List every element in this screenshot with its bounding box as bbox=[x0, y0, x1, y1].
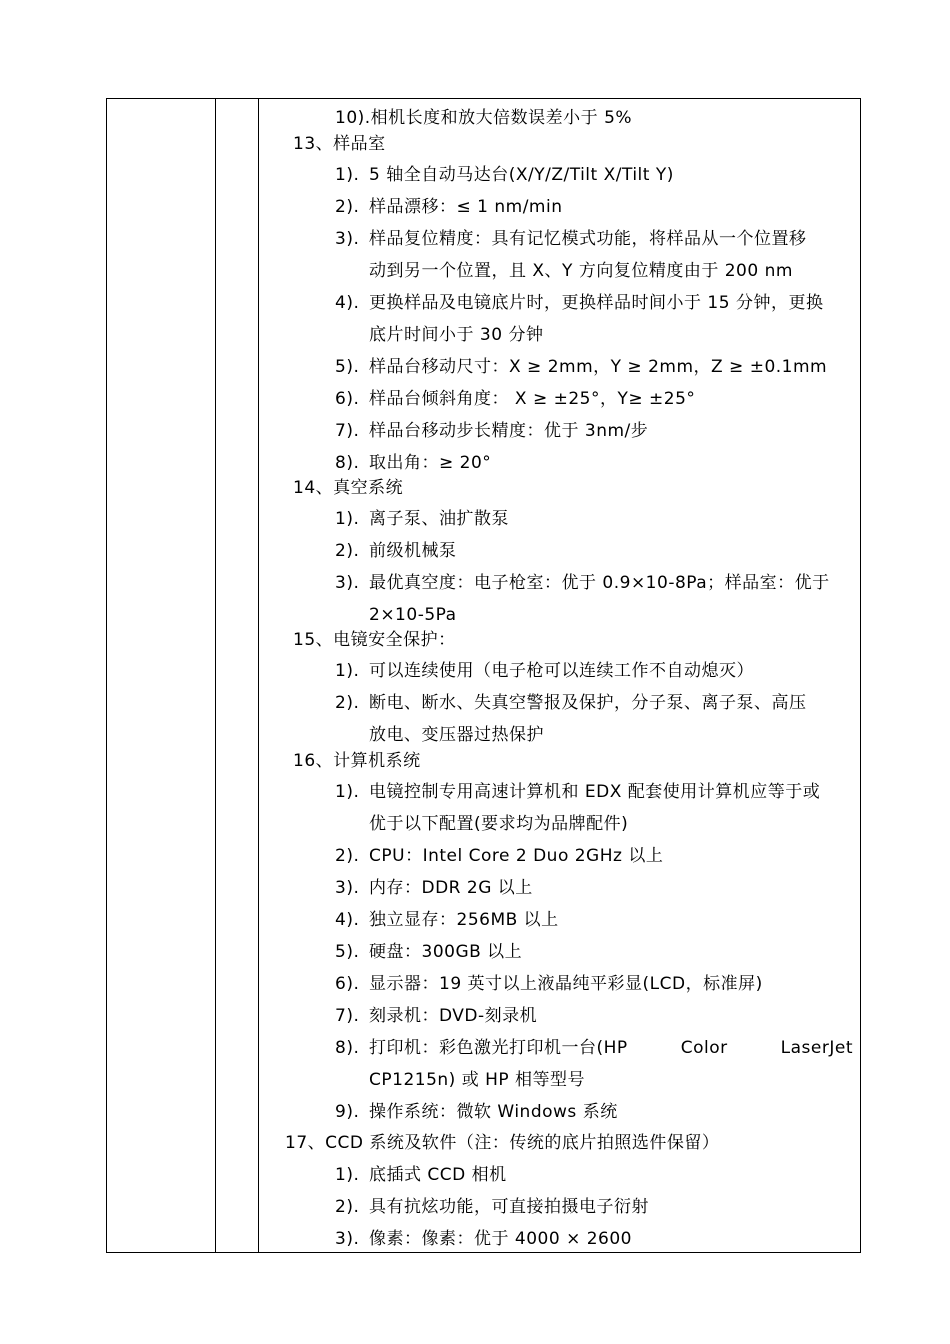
item-number: 3). bbox=[335, 1229, 360, 1249]
item-number: 1). bbox=[335, 782, 360, 802]
item-number: 4). bbox=[335, 293, 360, 313]
item-text: 可以连续使用（电子枪可以连续工作不自动熄灭） bbox=[369, 661, 754, 681]
item-number: 7). bbox=[335, 421, 360, 441]
item-number: 9). bbox=[335, 1102, 360, 1122]
item-number: 2). bbox=[335, 541, 360, 561]
column-divider-2 bbox=[258, 99, 259, 1252]
item-text: 断电、断水、失真空警报及保护，分子泵、离子泵、高压 bbox=[369, 693, 807, 713]
item-text: 硬盘：300GB 以上 bbox=[369, 942, 523, 962]
item-text-continued: CP1215n) 或 HP 相等型号 bbox=[369, 1070, 586, 1090]
item-number: 2). bbox=[335, 1197, 360, 1217]
item-text-part: Color bbox=[680, 1038, 728, 1058]
item-text: 样品台倾斜角度： X ≥ ±25°，Y≥ ±25° bbox=[369, 389, 696, 409]
item-number: 6). bbox=[335, 974, 360, 994]
item-text: 操作系统：微软 Windows 系统 bbox=[369, 1102, 618, 1122]
item-number: 8). bbox=[335, 1038, 360, 1058]
item-text: 最优真空度：电子枪室：优于 0.9×10-8Pa；样品室：优于 bbox=[369, 573, 830, 593]
item-number: 2). bbox=[335, 693, 360, 713]
item-text: 内存：DDR 2G 以上 bbox=[369, 878, 533, 898]
item-text-part: LaserJet bbox=[780, 1038, 853, 1058]
item-text: 底插式 CCD 相机 bbox=[369, 1165, 507, 1185]
column-divider-1 bbox=[215, 99, 216, 1252]
item-text: 样品复位精度：具有记忆模式功能，将样品从一个位置移 bbox=[369, 229, 807, 249]
item-number: 6). bbox=[335, 389, 360, 409]
item-text-continued: 放电、变压器过热保护 bbox=[369, 725, 544, 745]
item-text: 样品台移动步长精度：优于 3nm/步 bbox=[369, 421, 649, 441]
item-text-part: 打印机：彩色激光打印机一台(HP bbox=[369, 1038, 628, 1058]
item-number: 3). bbox=[335, 229, 360, 249]
item-number: 4). bbox=[335, 910, 360, 930]
spec-line: 10).相机长度和放大倍数误差小于 5% bbox=[335, 108, 633, 128]
item-text: 像素：像素：优于 4000 × 2600 bbox=[369, 1229, 632, 1249]
item-text: 5 轴全自动马达台(X/Y/Z/Tilt X/Tilt Y) bbox=[369, 165, 674, 185]
item-number: 3). bbox=[335, 878, 360, 898]
item-number: 1). bbox=[335, 509, 360, 529]
item-number: 2). bbox=[335, 846, 360, 866]
item-number: 5). bbox=[335, 357, 360, 377]
section-heading: 16、计算机系统 bbox=[293, 751, 421, 771]
item-text: 具有抗炫功能，可直接拍摄电子衍射 bbox=[369, 1197, 649, 1217]
item-text-continued: 优于以下配置(要求均为品牌配件) bbox=[369, 814, 629, 834]
item-text: 取出角：≥ 20° bbox=[369, 453, 492, 473]
item-text-continued: 底片时间小于 30 分钟 bbox=[369, 325, 544, 345]
item-number: 1). bbox=[335, 661, 360, 681]
item-text bbox=[369, 1037, 853, 1059]
item-text: 更换样品及电镜底片时，更换样品时间小于 15 分钟，更换 bbox=[369, 293, 824, 313]
item-text: 样品漂移：≤ 1 nm/min bbox=[369, 197, 563, 217]
item-text-continued: 动到另一个位置，且 X、Y 方向复位精度由于 200 nm bbox=[369, 261, 793, 281]
item-text: CPU：Intel Core 2 Duo 2GHz 以上 bbox=[369, 846, 664, 866]
item-text: 样品台移动尺寸：X ≥ 2mm，Y ≥ 2mm，Z ≥ ±0.1mm bbox=[369, 357, 828, 377]
section-heading: 17、CCD 系统及软件（注：传统的底片拍照选件保留） bbox=[285, 1133, 720, 1153]
section-heading: 15、电镜安全保护： bbox=[293, 630, 456, 650]
section-heading: 13、样品室 bbox=[293, 134, 386, 154]
item-number: 1). bbox=[335, 1165, 360, 1185]
item-number: 3). bbox=[335, 573, 360, 593]
item-text: 电镜控制专用高速计算机和 EDX 配套使用计算机应等于或 bbox=[369, 782, 821, 802]
item-number: 2). bbox=[335, 197, 360, 217]
item-number: 7). bbox=[335, 1006, 360, 1026]
section-heading: 14、真空系统 bbox=[293, 478, 404, 498]
item-text: 前级机械泵 bbox=[369, 541, 457, 561]
item-number: 5). bbox=[335, 942, 360, 962]
item-text: 显示器：19 英寸以上液晶纯平彩显(LCD，标准屏) bbox=[369, 974, 763, 994]
item-text: 独立显存：256MB 以上 bbox=[369, 910, 559, 930]
item-text-continued: 2×10-5Pa bbox=[369, 605, 457, 625]
item-text: 刻录机：DVD-刻录机 bbox=[369, 1006, 538, 1026]
item-number: 8). bbox=[335, 453, 360, 473]
item-text: 离子泵、油扩散泵 bbox=[369, 509, 509, 529]
item-number: 1). bbox=[335, 165, 360, 185]
